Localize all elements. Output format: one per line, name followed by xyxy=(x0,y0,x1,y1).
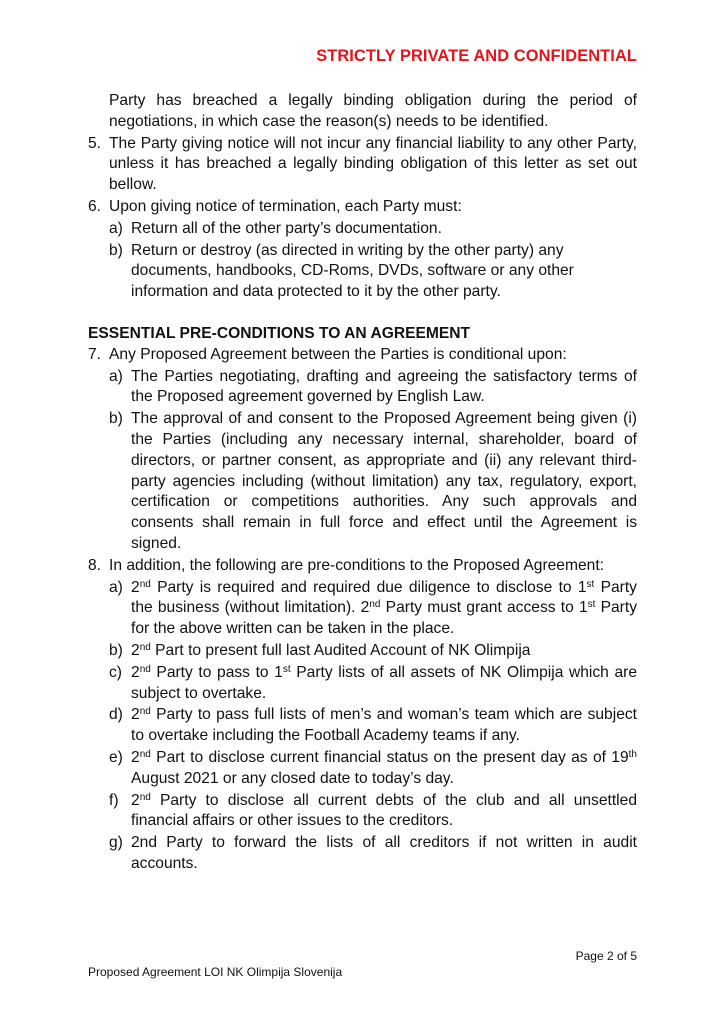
page-number: Page 2 of 5 xyxy=(575,949,637,963)
clause-7 xyxy=(88,345,637,366)
sub-label: a) xyxy=(109,578,123,596)
document-body xyxy=(88,91,637,875)
sub-text: 2nd Party is required and required due diligence to disclose to 1st Party the business (without limitation). 2nd Party must grant access to 1st Party for the above written can be taken in the place. xyxy=(131,578,638,638)
sub-text: Return all of the other party’s documentation. xyxy=(131,219,442,237)
clause-text: Any Proposed Agreement between the Parties is conditional upon: xyxy=(109,345,567,363)
sub-label: b) xyxy=(109,641,123,659)
sub-label: a) xyxy=(109,219,123,237)
sub-text: 2nd Part to disclose current financial status on the present day as of 19th August 2021 or any closed date to today’s day. xyxy=(131,748,637,787)
sub-label: f) xyxy=(109,791,119,809)
clause-8b xyxy=(88,641,637,662)
clause-5 xyxy=(88,134,637,196)
sub-label: a) xyxy=(109,367,123,385)
sub-text: The approval of and consent to the Proposed Agreement being given (i) the Parties (including any necessary internal, shareholder, board of directors, or partner consent, as appropriate and (ii) any relevant third-party agencies including (without limitation) any tax, regulatory, export, certification or competitions authorities. Any such approvals and consents shall remain in full force and effect until the Agreement is signed. xyxy=(131,410,637,552)
clause-8e xyxy=(88,748,637,790)
sub-text: 2nd Party to pass full lists of men’s and woman’s team which are subject to overtake including the Football Academy teams if any. xyxy=(131,706,637,745)
clause-text: In addition, the following are pre-conditions to the Proposed Agreement: xyxy=(109,556,604,574)
sub-label: b) xyxy=(109,410,123,428)
clause-6b xyxy=(88,241,637,303)
clause-6 xyxy=(88,197,637,218)
clause-number: 6. xyxy=(88,197,102,215)
sub-label: d) xyxy=(109,706,123,724)
footer-document-title: Proposed Agreement LOI NK Olimpija Slovenija xyxy=(88,965,343,979)
sub-label: g) xyxy=(109,834,123,852)
sub-text: 2nd Party to disclose all current debts of the club and all unsettled financial affairs or other issues to the creditors. xyxy=(131,791,637,830)
sub-label: c) xyxy=(109,663,122,681)
clause-8c xyxy=(88,663,637,705)
continuation-paragraph: Party has breached a legally binding obligation during the period of negotiations, in which case the reason(s) needs to be identified. xyxy=(109,92,637,130)
clause-8 xyxy=(88,556,637,577)
clause-8f xyxy=(88,791,637,833)
clause-7a xyxy=(88,367,637,409)
sub-text: 2nd Party to pass to 1st Party lists of all assets of NK Olimpija which are subject to overtake. xyxy=(131,663,637,702)
clause-text: Upon giving notice of termination, each Party must: xyxy=(109,197,462,215)
clause-number: 5. xyxy=(88,134,102,152)
clause-8g xyxy=(88,833,637,875)
sub-label: e) xyxy=(109,748,123,766)
clause-8a xyxy=(88,578,637,640)
clause-text: The Party giving notice will not incur any financial liability to any other Party, unless it has breached a legally binding obligation of this letter as set out bellow. xyxy=(109,134,637,194)
clause-number: 8. xyxy=(88,556,102,574)
clause-number: 7. xyxy=(88,345,102,363)
section-heading: ESSENTIAL PRE-CONDITIONS TO AN AGREEMENT xyxy=(88,324,471,342)
clause-7b xyxy=(88,409,637,555)
clause-6a xyxy=(88,219,637,240)
sub-text: 2nd Party to forward the lists of all creditors if not written in audit accounts. xyxy=(131,834,637,872)
sub-text: 2nd Part to present full last Audited Account of NK Olimpija xyxy=(131,641,531,659)
confidentiality-header: STRICTLY PRIVATE AND CONFIDENTIAL xyxy=(316,47,637,65)
sub-text: The Parties negotiating, drafting and agreeing the satisfactory terms of the Proposed agreement governed by English Law. xyxy=(131,367,637,406)
clause-8d xyxy=(88,705,637,747)
sub-text: Return or destroy (as directed in writing by the other party) any documents, handbooks, CD-Roms, DVDs, software or any other information and data protected to it by the other party. xyxy=(131,241,574,301)
sub-label: b) xyxy=(109,241,123,259)
